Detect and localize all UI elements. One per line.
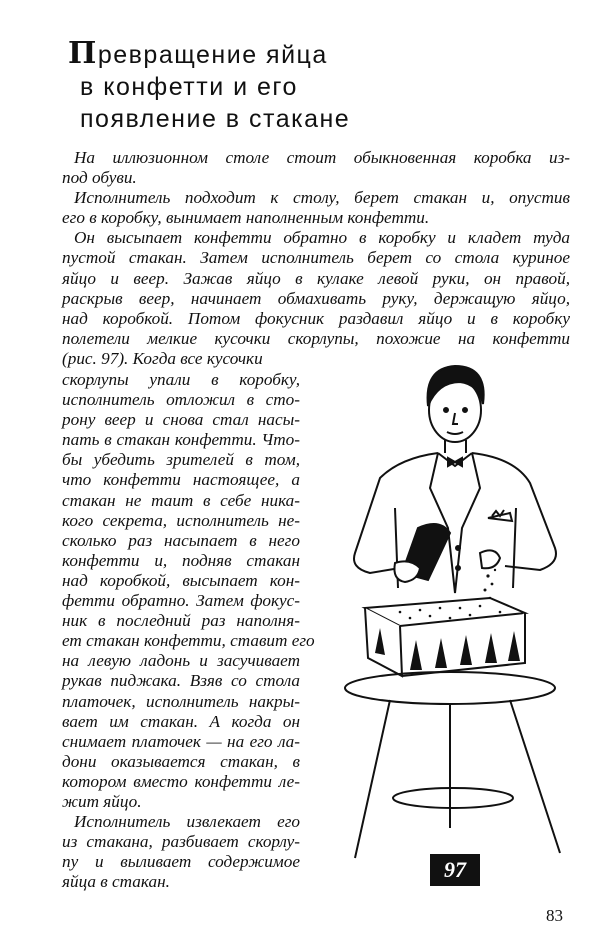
title-line-1 bbox=[68, 38, 350, 71]
text-line: бы убедить зрителей в том, bbox=[62, 450, 300, 470]
text-line: его в коробку, вынимает наполненным конфетти. bbox=[62, 208, 430, 228]
text-line: ник в последний раз наполня- bbox=[62, 611, 300, 631]
text-line: Исполнитель извлекает его bbox=[74, 812, 300, 832]
text-line: полетели мелкие кусочки скорлупы, похожие на конфетти bbox=[62, 328, 570, 348]
body-text-column bbox=[62, 370, 315, 892]
text-line: На иллюзионном столе стоит обыкновенная коробка из- bbox=[74, 148, 570, 167]
title-initial: П bbox=[68, 36, 98, 71]
text-line: рону веер и снова стал насы- bbox=[62, 410, 300, 430]
text-line: жит яйцо. bbox=[62, 791, 142, 811]
text-line: пустой стакан. Затем исполнитель берет со стола куриное bbox=[62, 248, 570, 268]
title-line-1-text: ревращение яйца bbox=[97, 41, 328, 69]
title-line-3: появление в стакане bbox=[80, 105, 351, 133]
falling-confetti bbox=[484, 569, 497, 600]
text-line: снимает платочек — на его ла- bbox=[62, 731, 300, 751]
text-line: скорлупы упали в коробку, bbox=[62, 370, 300, 389]
figure-number: 97 bbox=[430, 854, 480, 886]
text-line: фетти обратно. Затем фокус- bbox=[62, 591, 300, 611]
table-top bbox=[345, 672, 555, 704]
text-line: (рис. 97). Когда все кусочки bbox=[62, 348, 263, 368]
text-line: рукав пиджака. Взяв со стола bbox=[62, 671, 300, 691]
table-legs bbox=[355, 700, 560, 858]
text-line: Он высыпает конфетти обратно в коробку и кладет туда bbox=[74, 228, 570, 248]
text-line: Исполнитель подходит к столу, берет стакан и, опустив bbox=[74, 188, 570, 208]
title-line-2: в конфетти и его bbox=[80, 73, 298, 101]
chapter-title bbox=[68, 38, 350, 135]
left-hand bbox=[480, 550, 500, 568]
text-line: конфетти и, подняв стакан bbox=[62, 550, 300, 570]
table-ring bbox=[393, 788, 513, 808]
text-line: вает им стакан. А когда он bbox=[62, 711, 300, 731]
text-line: ет стакан конфетти, ставит его bbox=[62, 631, 315, 651]
right-hand bbox=[394, 561, 420, 582]
body-text-full-width bbox=[62, 148, 570, 369]
text-line: исполнитель отложил в сто- bbox=[62, 390, 300, 410]
text-line: над коробкой. Потом фокусник раздавил яйцо и в коробку bbox=[62, 308, 570, 328]
text-line: из стакана, разбивает скорлу- bbox=[62, 832, 300, 852]
text-line: кого секрета, исполнитель не- bbox=[62, 510, 300, 530]
text-line: сколько раз насыпает в него bbox=[62, 530, 300, 550]
text-line: пу и выливает содержимое bbox=[62, 852, 300, 872]
text-line: дони оказывается стакан, в bbox=[62, 751, 300, 771]
text-line: яйца в стакан. bbox=[62, 872, 170, 892]
text-line: котором вместо конфетти ле- bbox=[62, 771, 300, 791]
page-number: 83 bbox=[546, 906, 563, 925]
text-line: раскрыв веер, начинает обмахивать руку, держащую яйцо, bbox=[62, 288, 570, 308]
text-line: платочек, исполнитель накры- bbox=[62, 691, 300, 711]
text-line: под обуви. bbox=[62, 168, 137, 188]
text-line: что конфетти настоящее, а bbox=[62, 470, 300, 490]
text-line: яйцо и веер. Зажав яйцо в кулаке левой руки, он правой, bbox=[62, 268, 570, 288]
text-line: стакан не таит в себе ника- bbox=[62, 490, 300, 510]
text-line: пать в стакан конфетти. Что- bbox=[62, 430, 300, 450]
text-line: на левую ладонь и засучивает bbox=[62, 651, 300, 671]
text-line: над коробкой, высыпает кон- bbox=[62, 570, 300, 590]
magician-illustration bbox=[320, 358, 600, 898]
